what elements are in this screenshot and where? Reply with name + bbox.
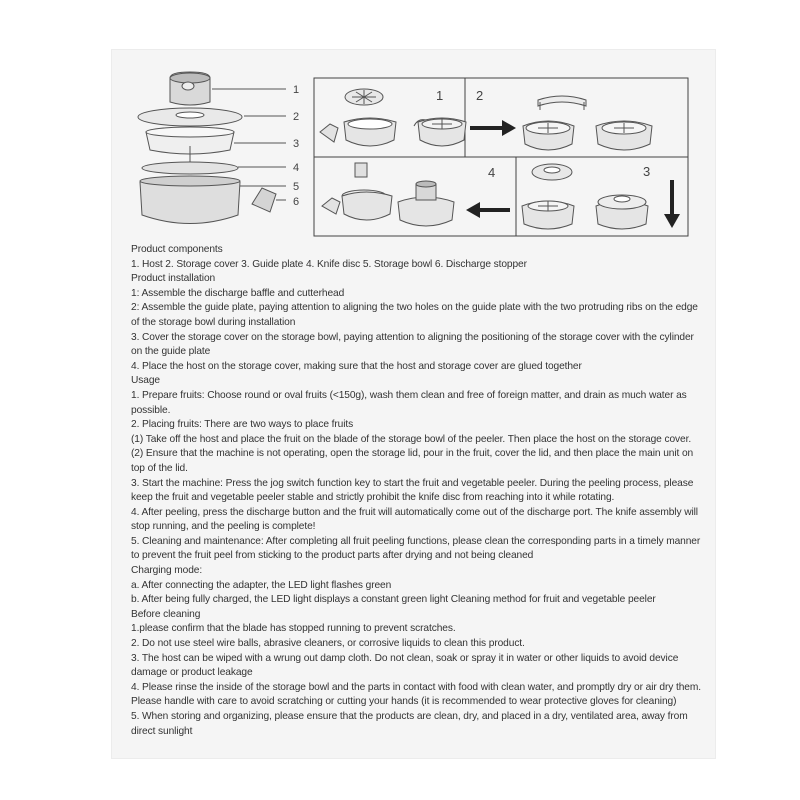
part-number-1: 1 bbox=[293, 84, 300, 96]
cleaning-step-5: 5. When storing and organizing, please ensure that the products are clean, dry, and placed in a dry, ventilated area, away from direct sunlight bbox=[131, 711, 688, 737]
step-number-1: 1 bbox=[436, 88, 444, 103]
usage-step-3: 3. Start the machine: Press the jog switch function key to start the fruit and vegetable peeler. During the peeling process, please keep the fruit and vegetable peeler stable and strictly prohibit the knife disc from reaching into it while rotating. bbox=[131, 477, 694, 504]
charging-b: b. After being fully charged, the LED light displays a constant green light Cleaning method for fruit and vegetable peeler bbox=[131, 594, 656, 606]
exploded-view-illustration bbox=[138, 72, 286, 224]
heading-product-installation: Product installation bbox=[131, 273, 216, 285]
usage-step-5: 5. Cleaning and maintenance: After completing all fruit peeling functions, please clean the corresponding parts in a timely manner to prevent the fruit peel from sticking to the product parts after drying and not being cleaned bbox=[131, 535, 701, 562]
part-number-5: 5 bbox=[293, 181, 300, 193]
arrow-right-icon bbox=[470, 120, 516, 136]
installation-step-4: 4. Place the host on the storage cover, making sure that the host and storage cover are glued together bbox=[131, 360, 582, 372]
usage-step-4: 4. After peeling, press the discharge button and the fruit will automatically come out of the discharge port. The knife assembly will stop running, and the peeling is complete! bbox=[131, 506, 698, 533]
cleaning-step-3: 3. The host can be wiped with a wrung out damp cloth. Do not clean, soak or spray it in water or other liquids to avoid device damage or product leakage bbox=[131, 652, 679, 679]
step-1-illustration bbox=[320, 89, 466, 146]
arrow-left-icon bbox=[466, 202, 510, 218]
cleaning-step-4: 4. Please rinse the inside of the storage bowl and the parts in contact with food with clean water, and promptly dry or air dry them. Please handle with care to avoid scratching or cutting your hands (it is recommended to wear protective gloves for cleaning) bbox=[131, 681, 701, 708]
cleaning-step-2: 2. Do not use steel wire balls, abrasive cleaners, or corrosive liquids to clean this product. bbox=[131, 638, 525, 650]
step-number-3: 3 bbox=[643, 164, 651, 179]
components-list: 1. Host 2. Storage cover 3. Guide plate 4. Knife disc 5. Storage bowl 6. Discharge stopper bbox=[131, 258, 527, 270]
usage-step-2-option-2: (2) Ensure that the machine is not operating, open the storage lid, pour in the fruit, cover the lid, and then place the main unit on top of the lid. bbox=[131, 448, 694, 474]
part-number-6: 6 bbox=[293, 196, 300, 208]
instructions-text bbox=[131, 243, 703, 739]
usage-step-2: 2. Placing fruits: There are two ways to place fruits bbox=[131, 419, 354, 431]
part-number-4: 4 bbox=[293, 162, 300, 174]
step-4-illustration bbox=[322, 163, 454, 226]
heading-before-cleaning: Before cleaning bbox=[131, 608, 201, 620]
cleaning-step-1: 1.please confirm that the blade has stopped running to prevent scratches. bbox=[131, 623, 456, 635]
part-number-2: 2 bbox=[293, 111, 300, 123]
installation-step-1: 1: Assemble the discharge baffle and cutterhead bbox=[131, 287, 345, 299]
heading-product-components: Product components bbox=[131, 244, 223, 255]
step-2-illustration bbox=[523, 96, 652, 150]
heading-charging-mode: Charging mode: bbox=[131, 565, 203, 577]
charging-a: a. After connecting the adapter, the LED light flashes green bbox=[131, 579, 392, 591]
step-number-2: 2 bbox=[476, 88, 484, 103]
installation-step-3: 3. Cover the storage cover on the storage bowl, paying attention to aligning the positioning of the storage cover with the cylinder on the guide plate bbox=[131, 331, 694, 358]
step-3-illustration bbox=[522, 164, 651, 229]
arrow-down-icon bbox=[664, 180, 680, 228]
installation-step-2: 2: Assemble the guide plate, paying attention to aligning the two holes on the guide plate with the two protruding ribs on the edge of the storage bowl during installation bbox=[131, 302, 698, 328]
part-number-3: 3 bbox=[293, 138, 300, 150]
heading-usage: Usage bbox=[131, 375, 160, 387]
usage-step-1: 1. Prepare fruits: Choose round or oval fruits (<150g), wash them clean and free of foreign matter, and drain as much water as possible. bbox=[131, 389, 687, 416]
step-number-4: 4 bbox=[488, 165, 496, 180]
assembly-figures bbox=[0, 0, 800, 245]
usage-step-2-option-1: (1) Take off the host and place the fruit on the blade of the storage bowl of the peeler. Then place the host on the storage cover. bbox=[131, 433, 692, 445]
